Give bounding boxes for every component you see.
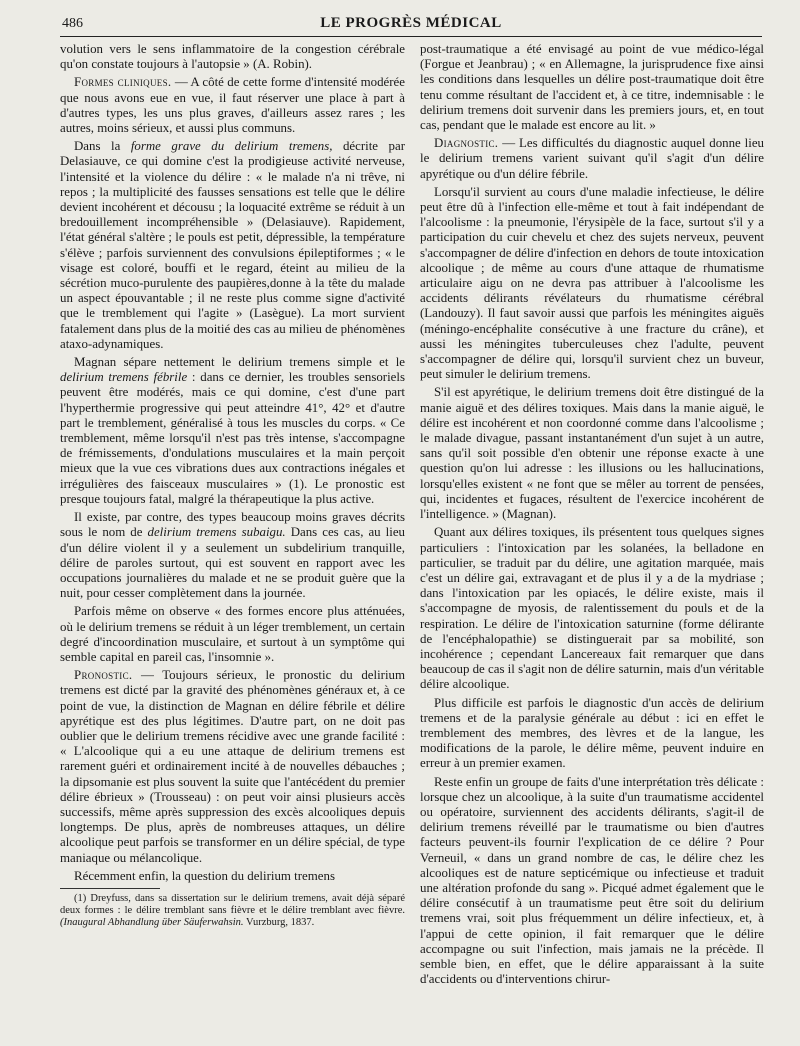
paragraph bbox=[60, 355, 405, 507]
section-heading: Pronostic. bbox=[74, 668, 133, 683]
page-number: 486 bbox=[62, 16, 83, 31]
footnote-italic: (Inaugural Abhandlung über Säuferwahsin. bbox=[60, 916, 244, 928]
italic-term: delirium tremens fébrile bbox=[60, 370, 188, 385]
paragraph: Récemment enfin, la question du delirium tremens bbox=[74, 868, 335, 883]
paragraph: Parfois même on observe « des formes encore plus atténuées, où le delirium tremens se réduit à un léger tremblement, un certain degré d'incoordination musculaire, et surtout à un symptôme qui semble capital en pareil cas, l'insomnie ». bbox=[60, 604, 405, 664]
footnote-divider bbox=[60, 888, 160, 889]
footnote bbox=[60, 893, 405, 929]
paragraph: Reste enfin un groupe de faits d'une interprétation très délicate : lorsque chez un alcoolique, à la suite d'un traumatisme accidentel ou opératoire, surviennent des accidents délirants, s'agit-il de delirium tremens réveillé par le traumatisme ou bien d'autres facteurs peuvent-ils fournir l'explication de ce délire ? Pour Verneuil, « dans un grand nombre de cas, le délire chez les alcooliques est de nature septicémique ou infectieuse et traduit une altération profonde du sang ». Picqué admet également que le délire consécutif à un traumatisme peut être soit du delirium tremens vrai, soit plus fréquemment un délire infectieux, et, à l'appui de cette opinion, il fait remarquer que le délire accompagne ou suit l'infection, mais jamais ne la précède. Il semble bien, en effet, que le délire apparaissant à la suite d'accidents ou d'interventions chirur- bbox=[420, 774, 764, 987]
paragraph: Plus difficile est parfois le diagnostic d'un accès de delirium tremens et de la paralysie générale au début : ici en effet le tremblement des membres, des lèvres et de la langue, les modifications de la parole, le délire même, peuvent induire en erreur à un premier examen. bbox=[420, 695, 764, 771]
paragraph: volution vers le sens inflammatoire de la congestion cérébrale qu'on constate toujours à l'autopsie » (A. Robin). bbox=[60, 42, 405, 72]
right-column bbox=[420, 42, 764, 990]
paragraph-formes-cliniques bbox=[60, 75, 405, 136]
paragraph: Lorsqu'il survient au cours d'une maladie infectieuse, le délire peut être dû à l'infection elle-même et tout à fait indépendant de l'alcoolisme : la pneumonie, l'érysipèle de la face, surtout s'il y a participation du cuir chevelu et chez des sujets nerveux, peuvent s'accompagner de délire d'infection en dehors de toute intoxication alcoolique ; de même au cours d'une attaque de rhumatisme articulaire aigu on ne devra pas attribuer à l'alcoolisme les accidents délirants révélateurs du rhumatisme cérébral (Landouzy). Il faut savoir aussi que parfois les méningites aiguës (méningo-encéphalite consécutive à une fracture du crâne), et aussi les méningites tuberculeuses chez l'adulte, peuvent s'accompagner de délire qui, lorsqu'il survient chez un buveur, peut simuler le delirium tremens. bbox=[420, 184, 764, 382]
footnote-text: Vurzburg, 1837. bbox=[243, 916, 315, 928]
page-header bbox=[60, 10, 762, 37]
paragraph-text: Dans ces cas, au lieu d'un délire violent il y a seulement un subdelirium tranquille, délire de paroles surtout, qui est souvent en rapport avec les occupations journalières du malade et ne se produit guère que la nuit, pour cesser complètement dans la journée. bbox=[60, 525, 406, 601]
section-heading: Diagnostic. bbox=[434, 136, 499, 151]
paragraph bbox=[60, 139, 405, 352]
paragraph-text: Dans la bbox=[74, 139, 131, 154]
footnote-text: (1) Dreyfuss, dans sa dissertation sur le delirium tremens, avait déjà séparé deux formes : le délire tremblant sans fièvre et le délire tremblant avec fièvre. bbox=[60, 892, 405, 916]
paragraph-pronostic bbox=[60, 668, 405, 866]
running-title: LE PROGRÈS MÉDICAL bbox=[320, 15, 502, 31]
italic-term: forme grave du delirium tremens, bbox=[130, 139, 333, 154]
paragraph-text: Il existe, par contre, des types beaucoup moins graves décrits sous le nom de bbox=[60, 510, 405, 540]
paragraph-text: — Toujours sérieux, le pronostic du delirium tremens est dicté par la gravité des phénomènes généraux et, à ce point de vue, la distinction de Magnan en délire fébrile et délire apyrétique est des plus légitimes. D'autre part, on ne doit pas oublier que le delirium tremens récidive avec une grande facilité : « L'alcoolique qui a eu une attaque de delirium tremens est rarement guéri et ordinairement incité à de nouvelles débauches ; la dipsomanie est plus souvent la suite que l'antécédent du premier délire ébrieux » (Trousseau) : on peut voir ainsi plusieurs accès successifs, même après suppression des excès alcooliques depuis longtemps. De plus, après de nombreuses attaques, un délire alcoolique peut parfois se transformer en un délire spécial, de type maniaque ou mélancolique. bbox=[60, 668, 405, 865]
paragraph bbox=[60, 510, 405, 601]
section-heading: Formes cliniques. bbox=[74, 75, 172, 90]
paragraph: Quant aux délires toxiques, ils présentent tous quelques signes particuliers : l'intoxication par les solanées, la belladone en particulier, se traduit par du délire, une agitation marquée, mais c'est un délire gai, extravagant et de plus il y a de la mydriase ; dans l'intoxication par les opiacés, le délire existe, mais il s'accompagne de myosis, de ralentissement du pouls et de la respiration. Le délire de l'intoxication saturnine (forme délirante de l'encéphalopathie) se distinguerait par sa mobilité, son incohérence ; cependant Lancereaux fait remarquer que dans beaucoup de cas il s'agit non de délire saturnin, mais d'un véritable délire alcoolique. bbox=[420, 525, 764, 692]
paragraph-text: décrite par Delasiauve, ce qui domine c'est la prodigieuse activité nerveuse, l'intensité et la violence du délire : « le malade n'a ni trêve, ni repos ; la multiplicité des fausses sensations est telle que le délire devient incohérent et décousu ; la loquacité extrême se réduit à un bredouillement incompréhensible » (Delasiauve). Rapidement, l'état général s'altère ; le pouls est petit, dépressible, la température s'élève ; parfois surviennent des convulsions épileptiformes ; « le visage est coloré, bouffi et le regard, éteint au milieu de la sécrétion muco-purulente des paupières,donne à la tête du malade un aspect épouvantable ; il ne reste plus comme signe d'activité que le tremblement qui l'agite » (Lasègue). La mort survient fatalement dans plus de la moitié des cas au milieu de phénomènes ataxo-adynamiques. bbox=[60, 139, 405, 351]
paragraph-text: — Les difficultés du diagnostic auquel donne lieu le delirium tremens varient suivant qu'il s'agit d'un délire apyrétique ou d'un délire fébrile. bbox=[420, 136, 764, 181]
paragraph: S'il est apyrétique, le delirium tremens doit être distingué de la manie aiguë et des délires toxiques. Mais dans la manie aiguë, le délire est incohérent et non coordonné comme dans l'alcoolisme ; le malade divague, passant instantanément d'un sujet à un autre, sans qu'il soit possible d'en obtenir une réponse exacte à une question qu'on lui adresse : les illusions ou les hallucinations, lorsqu'elles existent « ne font que se mêler au torrent de pensées, qui, incidentes et fugaces, résultent de l'exercice incohérent de l'intelligence. » (Magnan). bbox=[420, 385, 764, 522]
paragraph-text: : dans ce dernier, les troubles sensoriels peuvent être modérés, mais ce qui domine, c'est d'une part l'hyperthermie progressive qui peut atteindre 41°, 42° et d'autre part le tremblement, généralisé à tous les muscles du corps. « Ce tremblement, même lorsqu'il n'est pas très intense, s'accompagne de frémissements, d'ondulations musculaires et la main perçoit mieux que la vue ces vibrations dues aux contractions inégales et irrégulières des faisceaux musculaires » (1). Le pronostic est presque toujours fatal, malgré la thérapeutique la plus active. bbox=[60, 370, 405, 506]
italic-term: delirium tremens subaigu. bbox=[147, 525, 286, 540]
paragraph-text: Magnan sépare nettement le delirium tremens simple et le bbox=[74, 355, 405, 370]
paragraph: post-traumatique a été envisagé au point de vue médico-légal (Forgue et Jeanbrau) ; « en Allemagne, la jurisprudence fixe ainsi les conditions dans lesquelles un délire post-traumatique doit être tenu comme résultant de l'accident et, à ce titre, indemnisable : le delirium tremens doit survenir dans les premiers jours, et, en tout cas, pendant que le malade est encore au lit. » bbox=[420, 42, 764, 133]
paragraph-text: — A côté de cette forme d'intensité modérée que nous avons eue en vue, il faut réserver une place à part à d'autres types, les uns plus graves, d'ailleurs assez rares ; les autres, moins sérieux, et aussi plus communs. bbox=[60, 75, 405, 136]
left-column bbox=[60, 42, 405, 932]
paragraph-diagnostic bbox=[420, 136, 764, 182]
